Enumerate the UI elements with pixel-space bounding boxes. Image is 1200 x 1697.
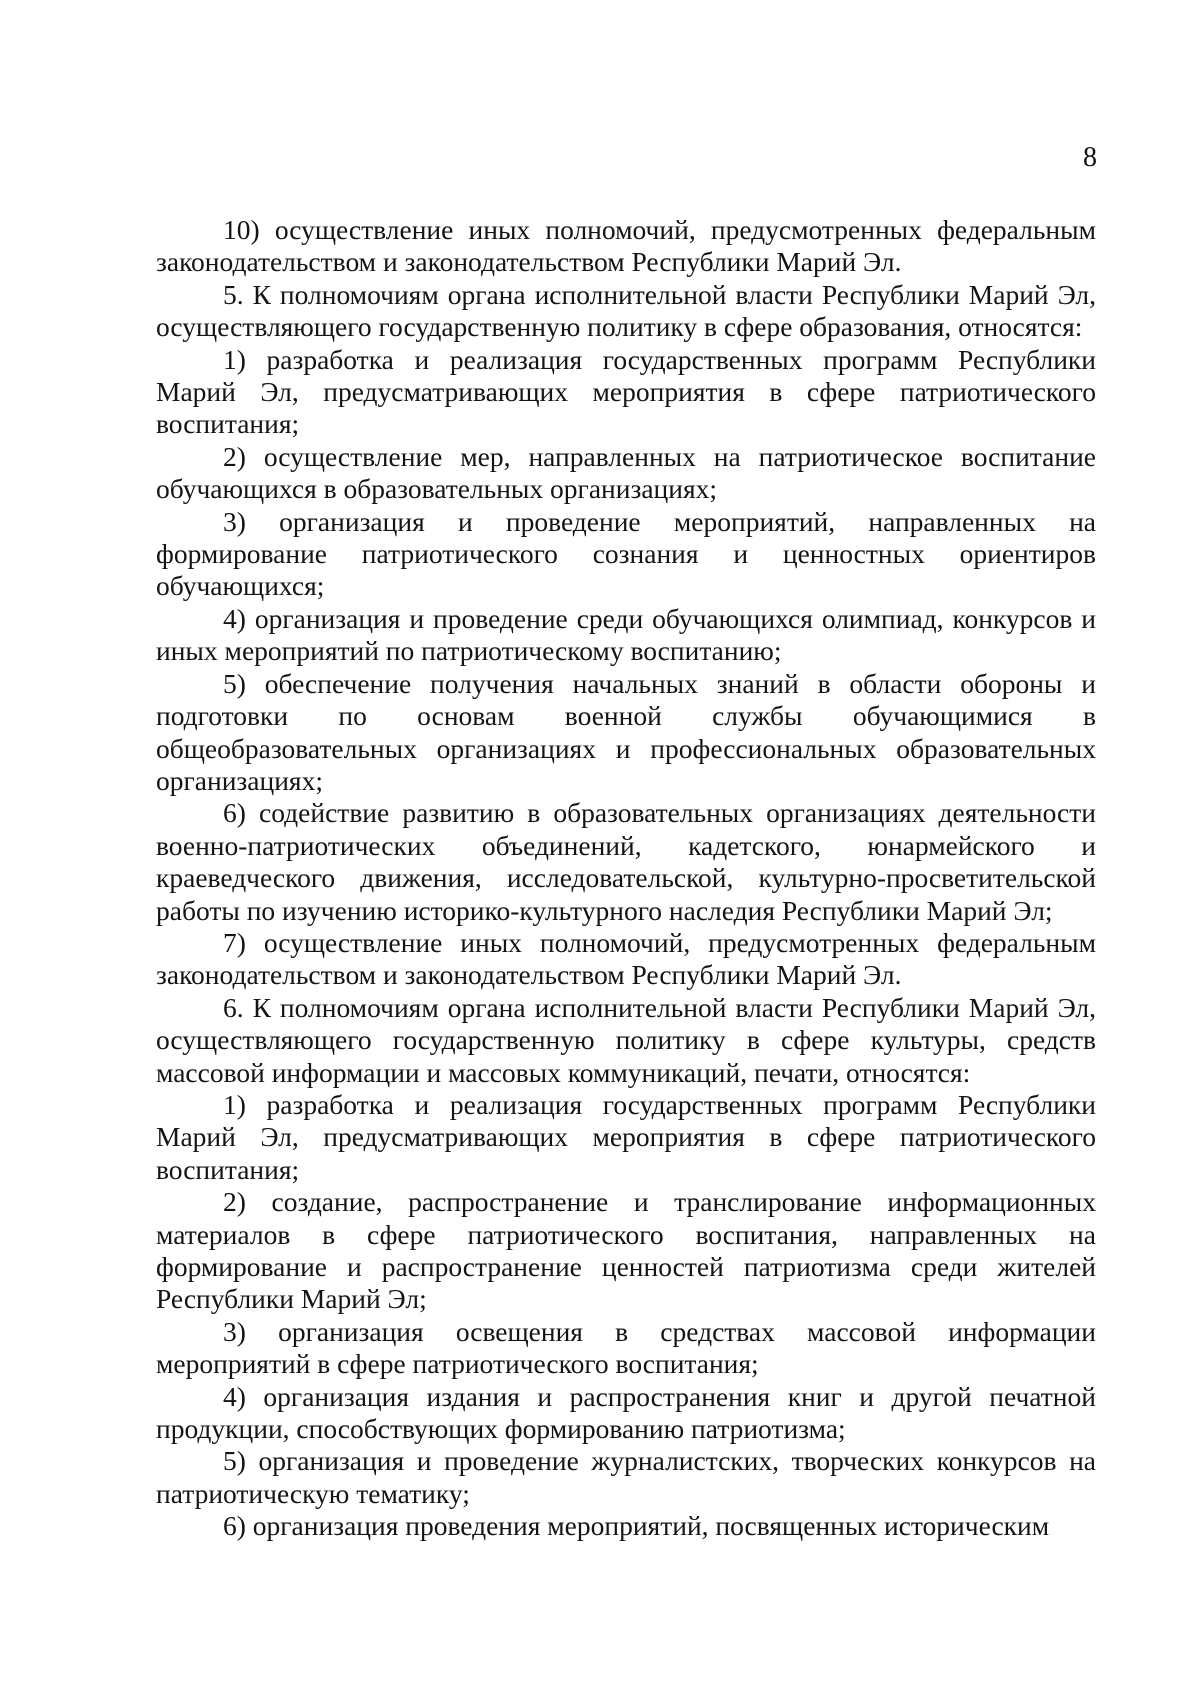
paragraph: 2) создание, распространение и транслирование информационных материалов в сфере патриотического воспитания, направленных на формирование и распространение ценностей патриотизма среди жителей Республики Марий Эл; bbox=[156, 1186, 1096, 1315]
paragraph: 6) содействие развитию в образовательных организациях деятельности военно-патриотических объединений, кадетского, юнармейского и краеведческого движения, исследовательской, культурно-просветительской работы по изучению историко-культурного наследия Республики Марий Эл; bbox=[156, 797, 1096, 926]
paragraph: 1) разработка и реализация государственных программ Республики Марий Эл, предусматривающих мероприятия в сфере патриотического воспитания; bbox=[156, 1088, 1096, 1185]
paragraph: 3) организация и проведение мероприятий, направленных на формирование патриотического сознания и ценностных ориентиров обучающихся; bbox=[156, 505, 1096, 602]
paragraph: 1) разработка и реализация государственных программ Республики Марий Эл, предусматривающих мероприятия в сфере патриотического воспитания; bbox=[156, 343, 1096, 440]
paragraph: 6) организация проведения мероприятий, посвященных историческим bbox=[223, 1510, 1050, 1542]
paragraph: 6. К полномочиям органа исполнительной власти Республики Марий Эл, осуществляющего государственную политику в сфере культуры, средств массовой информации и массовых коммуникаций, печати, относятся: bbox=[156, 991, 1096, 1088]
paragraph: 3) организация освещения в средствах массовой информации мероприятий в сфере патриотического воспитания; bbox=[156, 1315, 1096, 1380]
paragraph: 5) обеспечение получения начальных знаний в области обороны и подготовки по основам военной службы обучающимися в общеобразовательных организациях и профессиональных образовательных организациях; bbox=[156, 667, 1096, 796]
paragraph: 4) организация издания и распространения книг и другой печатной продукции, способствующих формированию патриотизма; bbox=[156, 1380, 1096, 1445]
paragraph: 4) организация и проведение среди обучающихся олимпиад, конкурсов и иных мероприятий по патриотическому воспитанию; bbox=[156, 602, 1096, 667]
page-number: 8 bbox=[1083, 142, 1097, 173]
document-body bbox=[156, 214, 1096, 1543]
paragraph: 5. К полномочиям органа исполнительной власти Республики Марий Эл, осуществляющего государственную политику в сфере образования, относятся: bbox=[156, 278, 1096, 343]
paragraph: 5) организация и проведение журналистских, творческих конкурсов на патриотическую тематику; bbox=[156, 1445, 1096, 1509]
paragraph: 7) осуществление иных полномочий, предусмотренных федеральным законодательством и законодательством Республики Марий Эл. bbox=[156, 926, 1096, 991]
paragraph: 10) осуществление иных полномочий, предусмотренных федеральным законодательством и законодательством Республики Марий Эл. bbox=[156, 214, 1096, 278]
paragraph: 2) осуществление мер, направленных на патриотическое воспитание обучающихся в образовательных организациях; bbox=[156, 440, 1096, 505]
